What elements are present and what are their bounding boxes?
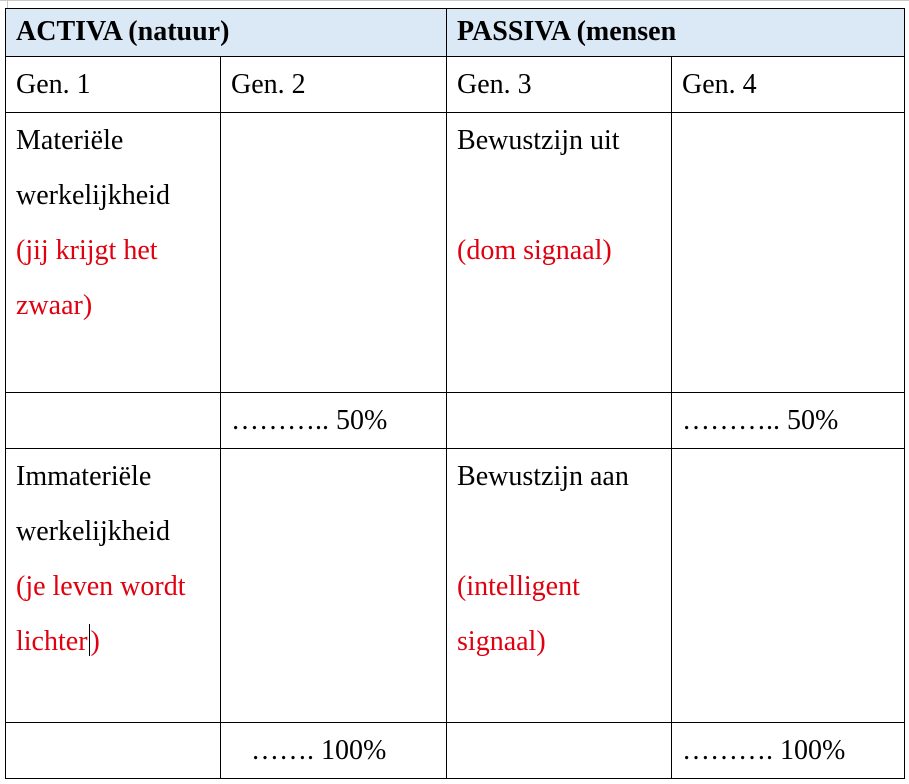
material-gen2-empty-cell[interactable] [221,113,447,393]
immaterial-red-line-2 [16,614,220,669]
consciousness-on-label: Bewustzijn aan [457,461,629,492]
immaterial-line-2: werkelijkheid [16,516,170,547]
percent-row-1 [6,393,905,449]
immaterial-gen2-empty-cell[interactable] [221,449,447,723]
immaterial-line-1: Immateriële [16,461,152,492]
gen-1-cell[interactable]: Gen. 1 [6,57,221,113]
immaterial-red-word: lichter [16,626,88,657]
header-activa[interactable]: ACTIVA (natuur) [6,9,447,57]
material-reality-cell[interactable] [6,113,221,393]
material-red-line-2: zwaar) [16,290,93,321]
intelligent-signal-line-1: (intelligent [457,571,580,602]
text-cursor-icon [89,624,90,656]
consciousness-off-cell[interactable] [447,113,672,393]
header-passiva[interactable]: PASSIVA (mensen [447,9,905,57]
activa-passiva-table [5,8,905,779]
intelligent-signal-line-2: signaal) [457,626,546,657]
percent-1-gen1-empty[interactable] [6,393,221,449]
material-gen4-empty-cell[interactable] [672,113,905,393]
percent-row-2 [6,723,905,779]
percent-2-gen4[interactable]: ………. 100% [672,723,905,779]
percent-1-gen3-empty[interactable] [447,393,672,449]
consciousness-on-cell[interactable] [447,449,672,723]
immaterial-row [6,449,905,723]
percent-2-gen1-empty[interactable] [6,723,221,779]
material-line-1: Materiële [16,125,124,156]
material-red-line-1: (jij krijgt het [16,235,158,266]
material-row [6,113,905,393]
immaterial-red-paren: ) [90,626,100,657]
percent-2-gen2[interactable]: ……. 100% [221,723,447,779]
generation-row [6,57,905,113]
dumb-signal-label: (dom signaal) [457,235,612,266]
header-row [6,9,905,57]
immaterial-reality-cell[interactable] [6,449,221,723]
percent-1-gen4[interactable]: ……….. 50% [672,393,905,449]
immaterial-gen4-empty-cell[interactable] [672,449,905,723]
gen-3-cell[interactable]: Gen. 3 [447,57,672,113]
material-line-2: werkelijkheid [16,180,170,211]
gen-2-cell[interactable]: Gen. 2 [221,57,447,113]
percent-2-gen3-empty[interactable] [447,723,672,779]
gen-4-cell[interactable]: Gen. 4 [672,57,905,113]
page-top-border [0,0,909,1]
immaterial-red-line-1: (je leven wordt [16,571,186,602]
consciousness-off-label: Bewustzijn uit [457,125,620,156]
percent-1-gen2[interactable]: ……….. 50% [221,393,447,449]
